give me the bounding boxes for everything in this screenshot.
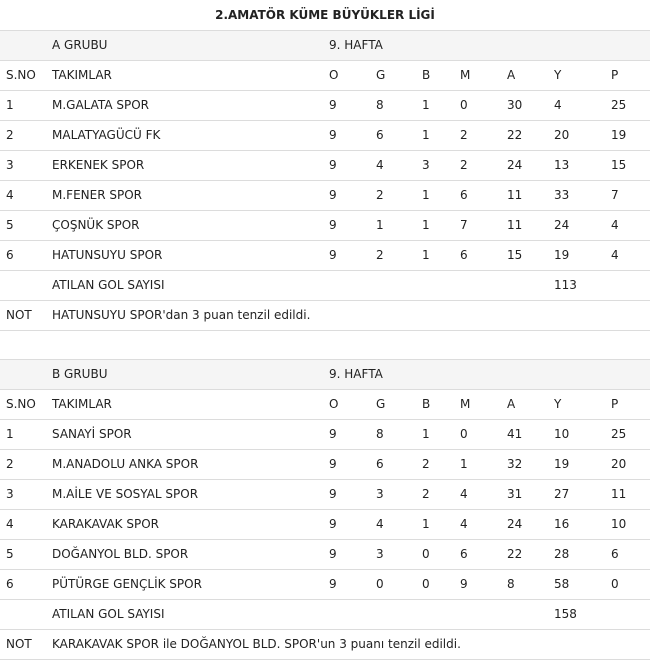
rank: 2 (6, 457, 14, 471)
points: 25 (611, 427, 627, 441)
points: 20 (611, 457, 627, 471)
goals-for: 22 (507, 128, 523, 142)
rank: 4 (6, 188, 14, 202)
goals-against: 19 (554, 248, 570, 262)
drawn: 2 (422, 457, 430, 471)
team-name: KARAKAVAK SPOR (52, 517, 159, 531)
group-name: B GRUBU (52, 367, 108, 381)
header-o: O (329, 397, 339, 411)
header-b: B (422, 68, 431, 82)
played: 9 (329, 487, 337, 501)
table-row (0, 570, 650, 600)
goals-total-label: ATILAN GOL SAYISI (52, 607, 165, 621)
lost: 0 (460, 98, 468, 112)
table-row (0, 211, 650, 241)
goals-for: 15 (507, 248, 523, 262)
team-name: HATUNSUYU SPOR (52, 248, 163, 262)
played: 9 (329, 517, 337, 531)
goals-for: 41 (507, 427, 523, 441)
table-row (0, 241, 650, 271)
column-headers-b (0, 390, 650, 420)
header-teams: TAKIMLAR (52, 68, 112, 82)
header-sno: S.NO (6, 397, 36, 411)
team-name: PÜTÜRGE GENÇLİK SPOR (52, 577, 202, 591)
goals-for: 24 (507, 517, 523, 531)
rank: 3 (6, 487, 14, 501)
rank: 6 (6, 248, 14, 262)
played: 9 (329, 427, 337, 441)
goals-against: 24 (554, 218, 570, 232)
won: 1 (376, 218, 384, 232)
group-week: 9. HAFTA (329, 38, 383, 52)
header-y: Y (554, 397, 562, 411)
lost: 0 (460, 427, 468, 441)
points: 19 (611, 128, 627, 142)
drawn: 1 (422, 128, 430, 142)
goals-against: 19 (554, 457, 570, 471)
lost: 4 (460, 487, 468, 501)
drawn: 1 (422, 427, 430, 441)
goals-total-value: 158 (554, 607, 577, 621)
group-name: A GRUBU (52, 38, 108, 52)
goals-against: 10 (554, 427, 570, 441)
goals-against: 20 (554, 128, 570, 142)
rank: 3 (6, 158, 14, 172)
won: 3 (376, 487, 384, 501)
lost: 6 (460, 188, 468, 202)
header-p: P (611, 397, 619, 411)
goals-against: 16 (554, 517, 570, 531)
points: 25 (611, 98, 627, 112)
played: 9 (329, 248, 337, 262)
won: 8 (376, 427, 384, 441)
note-row-a (0, 301, 650, 331)
note-label: NOT (6, 308, 32, 322)
goals-against: 4 (554, 98, 562, 112)
goals-total-value: 113 (554, 278, 577, 292)
header-m: M (460, 68, 471, 82)
table-row (0, 450, 650, 480)
lost: 6 (460, 248, 468, 262)
drawn: 0 (422, 547, 430, 561)
won: 6 (376, 128, 384, 142)
goals-for: 24 (507, 158, 523, 172)
points: 10 (611, 517, 627, 531)
lost: 7 (460, 218, 468, 232)
goals-for: 22 (507, 547, 523, 561)
table-row (0, 151, 650, 181)
note-row-b (0, 630, 650, 660)
note-text: HATUNSUYU SPOR'dan 3 puan tenzil edildi. (52, 308, 311, 322)
points: 11 (611, 487, 627, 501)
goals-for: 11 (507, 188, 523, 202)
lost: 1 (460, 457, 468, 471)
goals-for: 31 (507, 487, 523, 501)
won: 3 (376, 547, 384, 561)
header-a: A (507, 68, 516, 82)
drawn: 2 (422, 487, 430, 501)
drawn: 1 (422, 218, 430, 232)
lost: 2 (460, 128, 468, 142)
goals-against: 33 (554, 188, 570, 202)
note-text: KARAKAVAK SPOR ile DOĞANYOL BLD. SPOR'un 3 puanı tenzil edildi. (52, 637, 461, 651)
table-row (0, 121, 650, 151)
group-header-a (0, 31, 650, 61)
played: 9 (329, 128, 337, 142)
header-teams: TAKIMLAR (52, 397, 112, 411)
points: 6 (611, 547, 619, 561)
note-label: NOT (6, 637, 32, 651)
points: 7 (611, 188, 619, 202)
goals-against: 27 (554, 487, 570, 501)
points: 4 (611, 218, 619, 232)
drawn: 1 (422, 98, 430, 112)
goals-total-row-a (0, 271, 650, 301)
league-title: 2.AMATÖR KÜME BÜYÜKLER LİGİ (0, 0, 650, 31)
points: 4 (611, 248, 619, 262)
played: 9 (329, 218, 337, 232)
goals-total-label: ATILAN GOL SAYISI (52, 278, 165, 292)
won: 8 (376, 98, 384, 112)
team-name: DOĞANYOL BLD. SPOR (52, 547, 189, 561)
lost: 4 (460, 517, 468, 531)
goals-total-row-b (0, 600, 650, 630)
drawn: 1 (422, 517, 430, 531)
rank: 2 (6, 128, 14, 142)
lost: 9 (460, 577, 468, 591)
played: 9 (329, 158, 337, 172)
header-m: M (460, 397, 471, 411)
drawn: 1 (422, 248, 430, 262)
won: 4 (376, 517, 384, 531)
group-header-b (0, 360, 650, 390)
goals-against: 28 (554, 547, 570, 561)
played: 9 (329, 98, 337, 112)
played: 9 (329, 457, 337, 471)
won: 4 (376, 158, 384, 172)
rank: 5 (6, 218, 14, 232)
table-row (0, 510, 650, 540)
table-row (0, 91, 650, 121)
team-name: ÇOŞNÜK SPOR (52, 218, 140, 232)
won: 2 (376, 248, 384, 262)
team-name: ERKENEK SPOR (52, 158, 145, 172)
played: 9 (329, 188, 337, 202)
goals-for: 32 (507, 457, 523, 471)
team-name: MALATYAGÜCÜ FK (52, 128, 161, 142)
header-b: B (422, 397, 431, 411)
table-row (0, 181, 650, 211)
column-headers-a (0, 61, 650, 91)
goals-for: 30 (507, 98, 523, 112)
played: 9 (329, 577, 337, 591)
rank: 4 (6, 517, 14, 531)
header-o: O (329, 68, 339, 82)
table-row (0, 540, 650, 570)
rank: 1 (6, 98, 14, 112)
goals-against: 13 (554, 158, 570, 172)
group-separator (0, 331, 650, 360)
points: 0 (611, 577, 619, 591)
won: 2 (376, 188, 384, 202)
table-row (0, 480, 650, 510)
goals-for: 8 (507, 577, 515, 591)
header-g: G (376, 397, 386, 411)
goals-for: 11 (507, 218, 523, 232)
won: 6 (376, 457, 384, 471)
rank: 6 (6, 577, 14, 591)
lost: 2 (460, 158, 468, 172)
drawn: 0 (422, 577, 430, 591)
header-g: G (376, 68, 386, 82)
drawn: 3 (422, 158, 430, 172)
team-name: M.FENER SPOR (52, 188, 142, 202)
lost: 6 (460, 547, 468, 561)
rank: 5 (6, 547, 14, 561)
played: 9 (329, 547, 337, 561)
rank: 1 (6, 427, 14, 441)
points: 15 (611, 158, 627, 172)
team-name: M.GALATA SPOR (52, 98, 149, 112)
team-name: SANAYİ SPOR (52, 427, 132, 441)
team-name: M.ANADOLU ANKA SPOR (52, 457, 199, 471)
won: 0 (376, 577, 384, 591)
header-sno: S.NO (6, 68, 36, 82)
team-name: M.AİLE VE SOSYAL SPOR (52, 487, 199, 501)
header-y: Y (554, 68, 562, 82)
group-week: 9. HAFTA (329, 367, 383, 381)
header-a: A (507, 397, 516, 411)
goals-against: 58 (554, 577, 570, 591)
drawn: 1 (422, 188, 430, 202)
header-p: P (611, 68, 619, 82)
table-row (0, 420, 650, 450)
